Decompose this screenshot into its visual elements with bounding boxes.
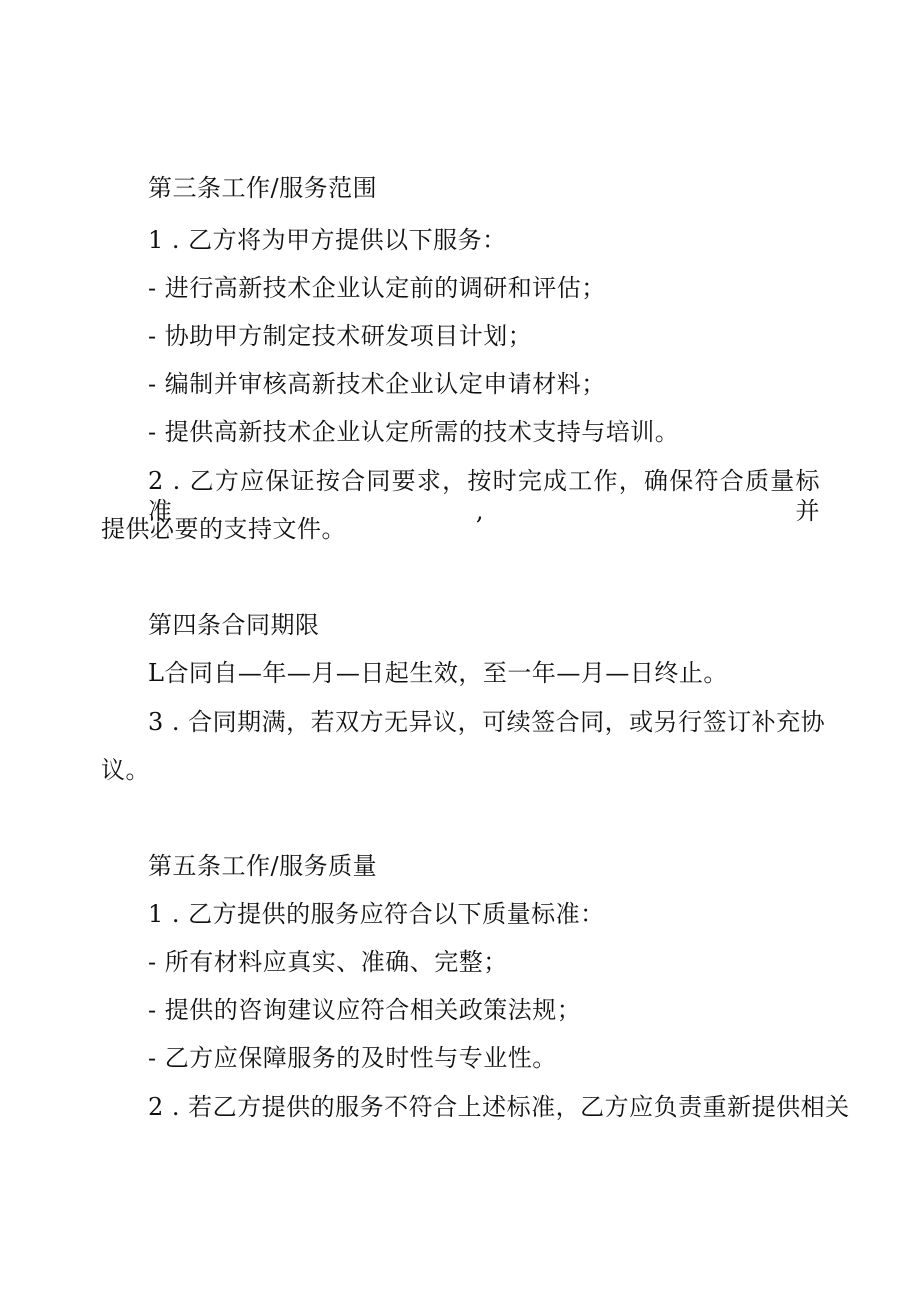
paragraph-line: 1 . 乙方将为甲方提供以下服务： xyxy=(148,226,507,254)
section-heading-3: 第三条工作/服务范围 xyxy=(148,174,378,202)
paragraph-continuation: 提供必要的支持文件。 xyxy=(101,515,346,543)
paragraph-line: 2 . 若乙方提供的服务不符合上述标准，乙方应负责重新提供相关 xyxy=(148,1093,850,1121)
paragraph-line: 2 . 乙方应保证按合同要求，按时完成工作，确保符合质量标准, 并 xyxy=(148,467,820,525)
list-item: - 乙方应保障服务的及时性与专业性。 xyxy=(148,1044,557,1072)
list-item: - 进行高新技术企业认定前的调研和评估； xyxy=(148,274,606,302)
paragraph-line: 3 . 合同期满，若双方无异议，可续签合同，或另行签订补充协 xyxy=(148,708,826,736)
list-item: - 所有材料应真实、准确、完整； xyxy=(148,948,508,976)
list-item: - 编制并审核高新技术企业认定申请材料； xyxy=(148,370,606,398)
list-item: - 提供高新技术企业认定所需的技术支持与培训。 xyxy=(148,418,680,446)
list-item: - 协助甲方制定技术研发项目计划； xyxy=(148,322,533,350)
paragraph-line: L合同自—年—月—日起生效，至一年—月—日终止。 xyxy=(148,659,728,687)
paragraph-line: 1 . 乙方提供的服务应符合以下质量标准： xyxy=(148,900,605,928)
section-heading-4: 第四条合同期限 xyxy=(148,611,320,639)
section-heading-5: 第五条工作/服务质量 xyxy=(148,852,378,880)
list-item: - 提供的咨询建议应符合相关政策法规； xyxy=(148,996,582,1024)
paragraph-continuation: 议。 xyxy=(101,756,150,784)
